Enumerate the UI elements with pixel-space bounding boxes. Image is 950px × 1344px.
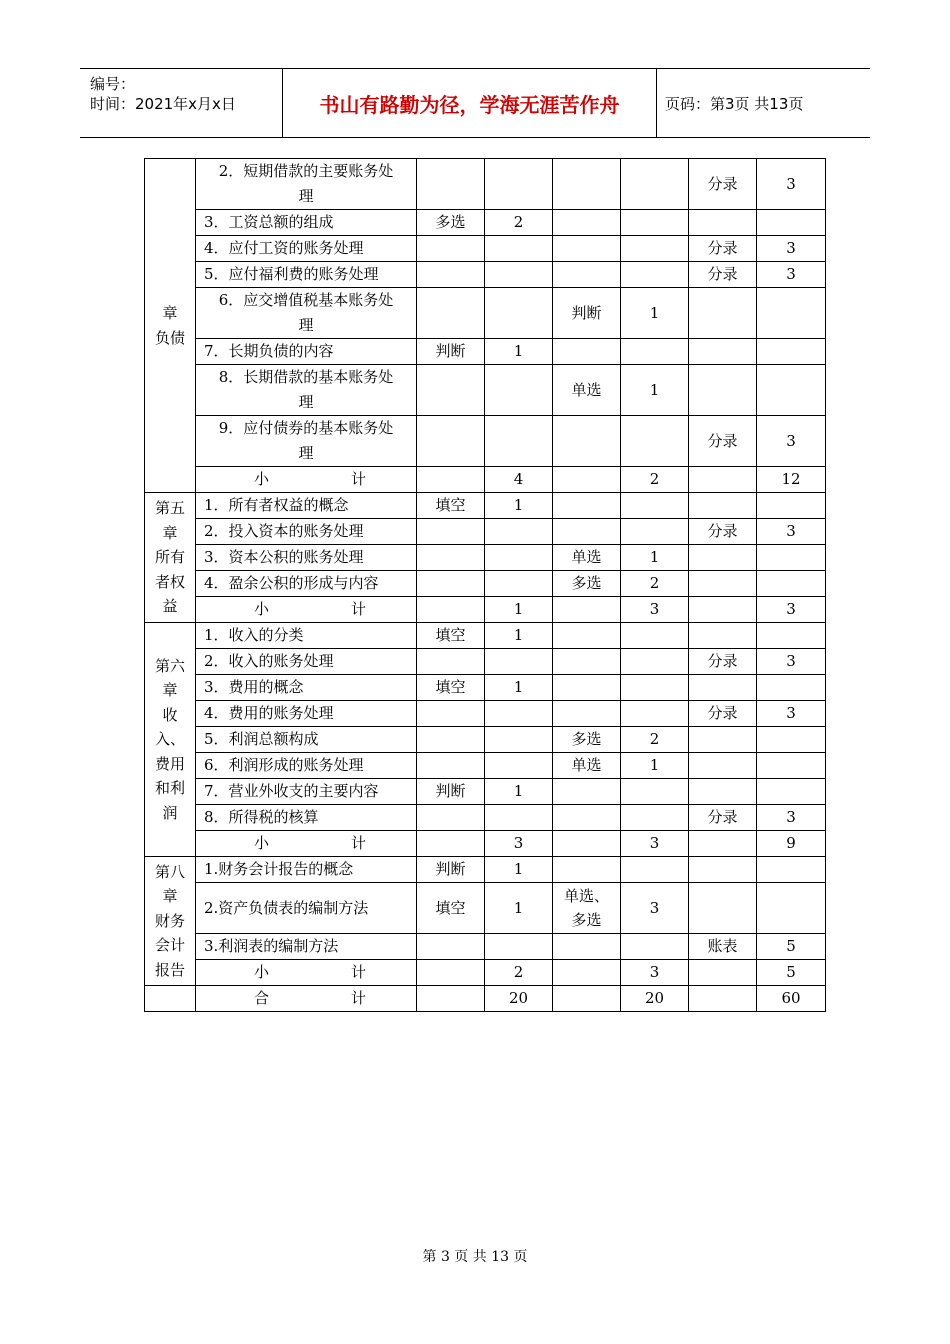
table-cell: 3 [757,159,826,210]
table-cell [485,288,553,339]
table-cell [757,675,826,701]
table-cell [485,727,553,753]
table-cell [621,159,689,210]
table-cell: 3 [621,960,689,986]
table-cell: 分录 [689,649,757,675]
item-cell: 7．长期负债的内容 [196,339,417,365]
item-cell: 2．投入资本的账务处理 [196,519,417,545]
subtotal-label [196,831,417,857]
cell-line: 6．应交增值税基本账务处 [218,291,394,309]
table-cell [689,288,757,339]
table-cell: 1 [485,493,553,519]
cell-line: 费用 [154,754,185,773]
table-cell [417,701,485,727]
table-cell: 多选 [553,727,621,753]
table-cell [689,986,757,1012]
table-cell [621,934,689,960]
table-cell [621,779,689,805]
table-cell [417,571,485,597]
table-cell [553,623,621,649]
table-cell [417,960,485,986]
table-cell [485,649,553,675]
cell-line: 单选、 [563,887,609,905]
item-cell: 7．营业外收支的主要内容 [196,779,417,805]
cell-line: 财务 [154,911,185,930]
table-cell [417,159,485,210]
cell-line: 章 [162,304,178,322]
cell-line: 益 [162,597,178,616]
cell-line: 负债 [154,328,185,347]
table-cell [757,623,826,649]
table-row [145,831,826,857]
table-cell [553,467,621,493]
table-row [145,159,826,210]
table-row [145,623,826,649]
cell-line: 9．应付债券的基本账务处 [218,419,394,437]
cell-line: 8．长期借款的基本账务处 [218,368,394,386]
table-row [145,727,826,753]
table-cell: 多选 [417,210,485,236]
table-cell [621,857,689,883]
table-cell [553,236,621,262]
table-cell: 1 [485,339,553,365]
table-cell: 多选 [553,571,621,597]
table-cell [553,701,621,727]
table-cell [689,597,757,623]
table-row [145,519,826,545]
table-row [145,545,826,571]
table-cell [553,831,621,857]
cell-line: 会计 [154,936,185,955]
table-cell: 1 [485,779,553,805]
table-cell: 单选 [553,545,621,571]
table-cell [417,805,485,831]
cell-line: 章 [162,681,178,700]
table-cell: 3 [757,519,826,545]
table-cell: 分录 [689,262,757,288]
table-cell [417,597,485,623]
table-cell [689,883,757,934]
cell-line: 第五 [154,499,185,518]
cell-line: 第六 [154,656,185,675]
table-cell [417,649,485,675]
table-cell [689,960,757,986]
table-cell [485,365,553,416]
table-cell [417,753,485,779]
table-cell: 分录 [689,519,757,545]
table-row [145,365,826,416]
table-cell: 3 [485,831,553,857]
cell-line: 章 [162,523,178,542]
table-cell [621,416,689,467]
table-cell: 填空 [417,675,485,701]
table-cell [417,986,485,1012]
cell-line: 章 [162,887,178,906]
table-cell [553,339,621,365]
time-label: 时间：2021年x月x日 [90,95,236,113]
table-cell [621,675,689,701]
table-cell [417,236,485,262]
table-cell: 5 [757,960,826,986]
table-cell: 单选 [553,753,621,779]
label-char: 计 [350,834,366,852]
item-cell: 5．应付福利费的账务处理 [196,262,417,288]
table-cell: 账表 [689,934,757,960]
header-page-info: 页码：第3页 共13页 [665,94,804,113]
label-char: 计 [350,600,366,618]
table-cell [621,623,689,649]
cell-line: 收 [162,705,178,724]
table-cell: 判断 [553,288,621,339]
table-row [145,262,826,288]
cell-line: 报告 [154,960,185,979]
table-cell [621,649,689,675]
table-cell [553,779,621,805]
label-char: 合 [254,989,270,1007]
table-cell: 分录 [689,159,757,210]
table-cell: 20 [485,986,553,1012]
table-cell [757,365,826,416]
cell-line: 润 [162,803,178,822]
cell-line: 多选 [571,911,602,929]
table-cell [553,597,621,623]
table-row [145,597,826,623]
table-cell [621,236,689,262]
table-cell: 1 [485,623,553,649]
table-cell [689,753,757,779]
table-cell: 60 [757,986,826,1012]
chapter-cell [145,159,196,493]
item-cell: 3．工资总额的组成 [196,210,417,236]
table-cell [553,805,621,831]
item-cell: 1.财务会计报告的概念 [196,857,417,883]
table-cell: 1 [621,365,689,416]
table-cell [417,519,485,545]
table-cell [553,210,621,236]
table-cell: 1 [621,288,689,339]
cell-line: 2．短期借款的主要账务处 [218,162,394,180]
table-cell [689,339,757,365]
table-cell [621,519,689,545]
table-cell [417,288,485,339]
item-cell [196,416,417,467]
table-cell: 3 [621,597,689,623]
label-char: 小 [254,963,270,981]
table-cell [485,236,553,262]
table-cell: 5 [757,934,826,960]
item-cell [196,159,417,210]
table-cell: 3 [757,236,826,262]
table-cell: 3 [757,805,826,831]
header-divider [656,69,657,137]
item-cell: 2．收入的账务处理 [196,649,417,675]
table-cell [485,934,553,960]
table-cell: 3 [757,649,826,675]
table-row [145,675,826,701]
table-cell: 判断 [417,779,485,805]
table-cell [485,159,553,210]
table-cell: 3 [621,831,689,857]
table-cell [553,986,621,1012]
table-cell [145,986,196,1012]
label-char: 计 [350,989,366,1007]
table-cell [757,339,826,365]
table-row [145,236,826,262]
item-cell: 4．应付工资的账务处理 [196,236,417,262]
chapter-cell [145,857,196,986]
table-row [145,571,826,597]
table-row [145,649,826,675]
table-cell [417,262,485,288]
table-cell [621,805,689,831]
table-cell [621,493,689,519]
total-label [196,986,417,1012]
table-cell [417,416,485,467]
table-cell [485,701,553,727]
table-cell: 1 [621,545,689,571]
table-cell: 3 [757,597,826,623]
cell-line: 第八 [154,862,185,881]
item-cell: 2.资产负债表的编制方法 [196,883,417,934]
item-cell: 3.利润表的编制方法 [196,934,417,960]
table-cell: 分录 [689,701,757,727]
table-cell [553,519,621,545]
table-cell [417,727,485,753]
table-row [145,493,826,519]
table-cell [553,883,621,934]
table-cell [621,262,689,288]
table-cell [485,571,553,597]
cell-line: 理 [298,393,314,411]
table-cell [757,779,826,805]
item-cell: 3．费用的概念 [196,675,417,701]
table-cell [553,159,621,210]
table-cell [757,727,826,753]
table-cell [689,831,757,857]
table-cell: 1 [485,857,553,883]
chapter-cell [145,493,196,623]
table-row [145,339,826,365]
cell-line: 理 [298,187,314,205]
table-cell [553,416,621,467]
table-cell [417,545,485,571]
subtotal-label [196,597,417,623]
table-cell [689,857,757,883]
cell-line: 所有 [154,548,185,567]
table-cell: 分录 [689,416,757,467]
table-cell [553,934,621,960]
page-footer: 第 3 页 共 13 页 [422,1249,528,1265]
table-cell [757,493,826,519]
number-label: 编号： [90,75,136,93]
table-cell [417,934,485,960]
table-cell [689,571,757,597]
table-cell: 3 [757,262,826,288]
table-row [145,805,826,831]
table-cell: 填空 [417,493,485,519]
table-cell: 3 [757,416,826,467]
table-cell: 3 [621,883,689,934]
cell-line: 入、 [154,730,185,749]
table-cell: 1 [485,675,553,701]
table-cell: 3 [757,701,826,727]
item-cell: 4．费用的账务处理 [196,701,417,727]
table-cell: 2 [621,467,689,493]
table-row [145,210,826,236]
table-cell [485,805,553,831]
table-row [145,857,826,883]
table-cell [689,467,757,493]
cell-line: 理 [298,316,314,334]
item-cell: 1．收入的分类 [196,623,417,649]
subtotal-label [196,467,417,493]
table-cell [621,210,689,236]
table-cell: 4 [485,467,553,493]
table-cell [485,753,553,779]
table-cell [485,519,553,545]
table-cell [757,857,826,883]
exam-distribution-table [144,158,826,1012]
table-cell [553,675,621,701]
table-cell [757,883,826,934]
table-cell [553,649,621,675]
item-cell: 8．所得税的核算 [196,805,417,831]
item-cell [196,365,417,416]
table-cell [553,262,621,288]
header-motto: 书山有路勤为径，学海无涯苦作舟 [319,92,620,117]
table-cell [417,365,485,416]
table-cell: 分录 [689,805,757,831]
table-cell: 填空 [417,883,485,934]
table-cell [689,623,757,649]
item-cell: 6．利润形成的账务处理 [196,753,417,779]
table-cell [689,365,757,416]
label-char: 计 [350,470,366,488]
table-row [145,883,826,934]
table-cell: 判断 [417,339,485,365]
table-cell: 1 [621,753,689,779]
table-row [145,753,826,779]
table-cell: 单选 [553,365,621,416]
cell-line: 理 [298,444,314,462]
table-cell [689,779,757,805]
label-char: 小 [254,600,270,618]
table-cell [485,545,553,571]
item-cell: 3．资本公积的账务处理 [196,545,417,571]
table-cell: 2 [485,960,553,986]
table-cell [553,493,621,519]
table-cell [621,339,689,365]
table-cell: 判断 [417,857,485,883]
table-row [145,467,826,493]
table-cell [485,416,553,467]
table-cell: 填空 [417,623,485,649]
item-cell [196,288,417,339]
document-header [80,68,870,138]
table-cell [621,701,689,727]
table-cell [485,262,553,288]
chapter-cell [145,623,196,857]
subtotal-label [196,960,417,986]
table-cell [689,210,757,236]
cell-line: 和利 [154,779,185,798]
table-cell: 12 [757,467,826,493]
table-cell [689,493,757,519]
table-cell: 2 [485,210,553,236]
table-cell [417,831,485,857]
table-cell: 20 [621,986,689,1012]
table-cell [757,571,826,597]
table-cell [689,675,757,701]
table-row [145,779,826,805]
table-cell [553,857,621,883]
table-row [145,288,826,339]
table-cell: 1 [485,597,553,623]
label-char: 小 [254,834,270,852]
label-char: 计 [350,963,366,981]
table-cell [689,727,757,753]
table-cell [757,753,826,779]
table-row [145,986,826,1012]
table-cell [689,545,757,571]
table-cell: 1 [485,883,553,934]
table-row [145,934,826,960]
table-cell [417,467,485,493]
cell-line: 者权 [154,572,185,591]
table-cell: 2 [621,727,689,753]
table-row [145,701,826,727]
table-cell: 9 [757,831,826,857]
table-cell [757,210,826,236]
table-cell [757,288,826,339]
item-cell: 5．利润总额构成 [196,727,417,753]
item-cell: 1．所有者权益的概念 [196,493,417,519]
label-char: 小 [254,470,270,488]
table-row [145,960,826,986]
table-cell: 2 [621,571,689,597]
table-cell [553,960,621,986]
header-meta [80,69,282,137]
table-cell [757,545,826,571]
table-cell: 分录 [689,236,757,262]
table-row [145,416,826,467]
item-cell: 4．盈余公积的形成与内容 [196,571,417,597]
